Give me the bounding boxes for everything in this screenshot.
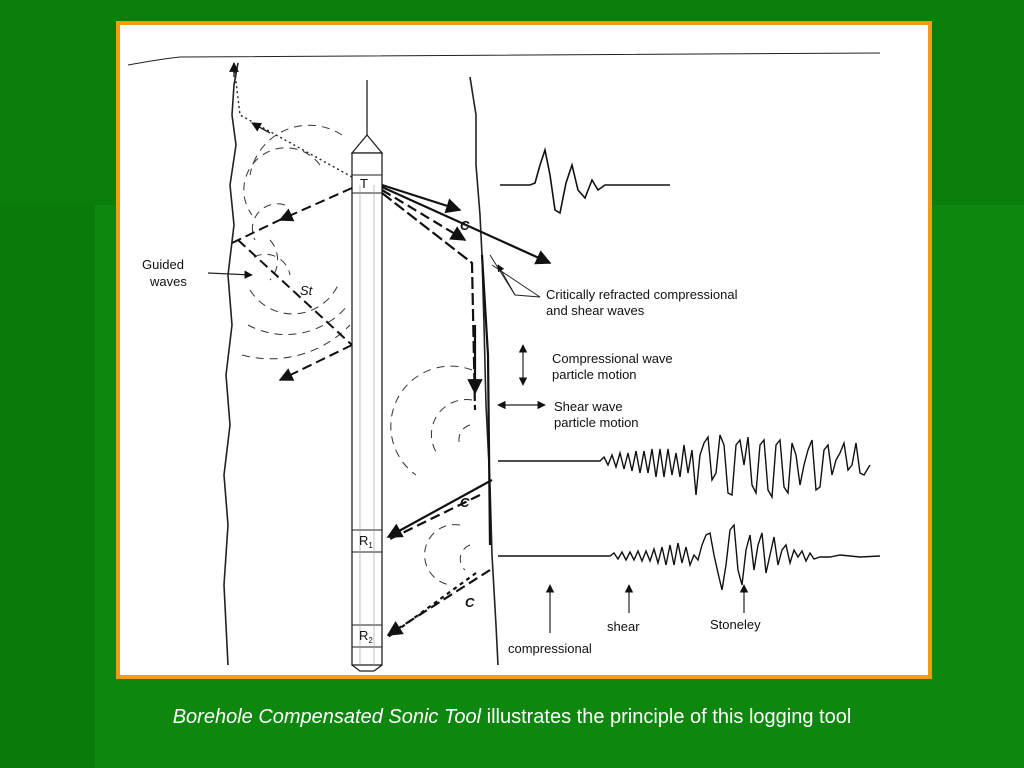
receiver-wavefronts [391,366,472,585]
receiver-rays [388,480,492,637]
top-line [128,53,880,65]
dotted-ray [234,65,352,177]
sonic-tool [352,135,382,671]
c-mark-top: C [460,218,470,233]
stoneley-arrival-label: Stoneley [710,617,761,632]
receiver-2-waveform [498,525,880,590]
caption-title: Borehole Compensated Sonic Tool [172,706,482,728]
slide-caption [0,706,1024,729]
transmitter-label: T [360,176,368,191]
guided-wavefronts [242,125,350,359]
shear-motion-label-1: Shear wave [554,399,623,414]
c-mark-bottom: C [465,595,475,610]
guided-waves-label-1: Guided [142,257,184,272]
left-rays [232,188,352,380]
compressional-motion-label-1: Compressional wave [552,351,673,366]
left-borehole-wall [224,63,238,665]
refracted-rays [382,185,550,545]
shear-arrival-label: shear [607,619,640,634]
compressional-arrival-label: compressional [508,641,592,656]
shear-motion-label-2: particle motion [554,415,639,430]
c-mark-middle: C [460,495,470,510]
receiver-1-label: $R_1$ [359,533,373,550]
caption-rest: illustrates the principle of this logging tool [481,706,852,728]
critical-refracted-label-1: Critically refracted compressional [546,287,738,302]
critical-refracted-label-2: and shear waves [546,303,645,318]
critical-callout-leader [490,255,540,297]
figure-frame [116,21,932,679]
receiver-2-label: $R_2$ [359,628,373,645]
guided-waves-label-2: waves [150,274,187,289]
source-waveform [500,150,670,213]
st-mark: St [300,283,313,298]
sonic-tool-diagram [120,25,928,675]
compressional-motion-label-2: particle motion [552,367,637,382]
receiver-1-waveform [498,435,870,497]
